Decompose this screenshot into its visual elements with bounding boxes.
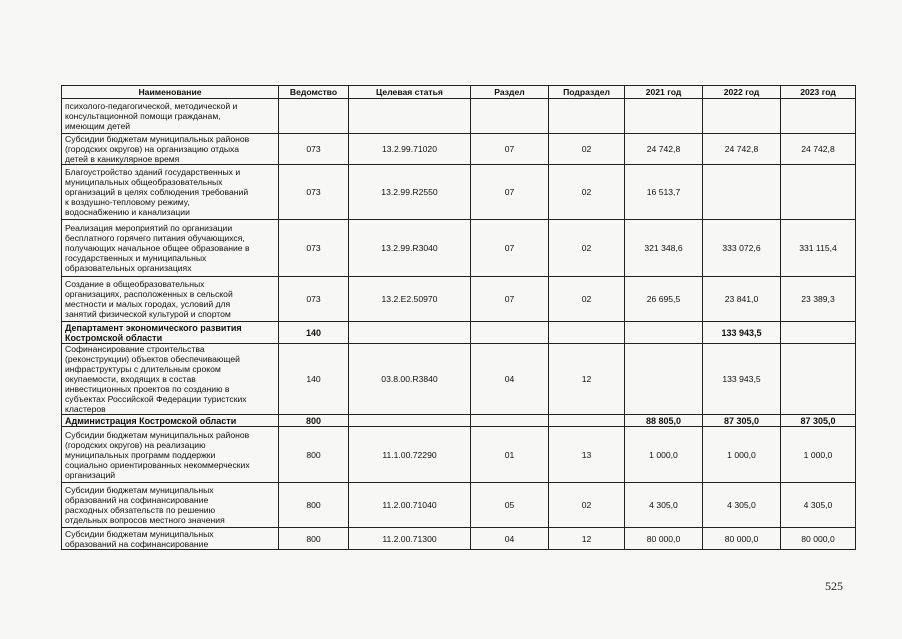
- y2023-cell: [781, 322, 856, 344]
- section-cell: 07: [471, 277, 549, 322]
- table-header-row: [62, 86, 856, 99]
- y2021-cell: [625, 322, 703, 344]
- section-cell: [471, 415, 549, 427]
- y2023-cell: [781, 99, 856, 134]
- y2022-cell: 133 943,5: [703, 344, 781, 415]
- section-cell: 04: [471, 344, 549, 415]
- name-cell: [62, 483, 279, 528]
- article-cell: 13.2.99.71020: [349, 134, 471, 165]
- subsection-cell: 02: [549, 277, 625, 322]
- y2023-cell: [781, 165, 856, 220]
- name-line: организаций: [65, 469, 116, 480]
- header-cell: 2022 год: [703, 86, 781, 99]
- name-line: расходных обязательств по решению: [65, 505, 216, 515]
- y2021-cell: 24 742,8: [625, 134, 703, 165]
- y2022-cell: 133 943,5: [703, 322, 781, 344]
- article-cell: [349, 99, 471, 134]
- name-line: имеющим детей: [65, 121, 131, 131]
- name-cell: [62, 344, 279, 415]
- name-line: Субсидии бюджетам муниципальных: [65, 528, 214, 539]
- section-cell: 04: [471, 528, 549, 550]
- name-cell: [62, 427, 279, 483]
- name-line: детей в каникулярное время: [65, 154, 180, 164]
- table-row: [62, 220, 856, 277]
- name-line: субъектах Российской Федерации туристских: [65, 394, 247, 404]
- table-row: [62, 483, 856, 528]
- y2021-cell: 26 695,5: [625, 277, 703, 322]
- name-line: образований на софинансирование: [65, 538, 209, 549]
- name-line: Субсидии бюджетам муниципальных: [65, 485, 214, 495]
- subsection-cell: 02: [549, 220, 625, 277]
- y2021-cell: [625, 344, 703, 415]
- y2022-cell: 4 305,0: [703, 483, 781, 528]
- y2023-cell: [781, 344, 856, 415]
- article-cell: 11.1.00.72290: [349, 427, 471, 483]
- name-line: Субсидии бюджетам муниципальных районов: [65, 429, 250, 440]
- section-cell: [471, 322, 549, 344]
- article-cell: [349, 322, 471, 344]
- y2021-cell: 4 305,0: [625, 483, 703, 528]
- section-cell: 07: [471, 165, 549, 220]
- agency-cell: 140: [279, 344, 349, 415]
- y2023-cell: 23 389,3: [781, 277, 856, 322]
- y2021-cell: 88 805,0: [625, 415, 703, 427]
- table-row: [62, 344, 856, 415]
- section-cell: [471, 99, 549, 134]
- name-line: инвестиционных проектов по созданию в: [65, 384, 230, 394]
- section-cell: 07: [471, 134, 549, 165]
- section-cell: 07: [471, 220, 549, 277]
- name-line: организациях, расположенных в сельской: [65, 289, 233, 299]
- y2022-cell: 1 000,0: [703, 427, 781, 483]
- y2022-cell: 80 000,0: [703, 528, 781, 550]
- name-cell: [62, 99, 279, 134]
- y2022-cell: 24 742,8: [703, 134, 781, 165]
- department-row: [62, 322, 856, 344]
- name-line: получающих начальное общее образование в: [65, 243, 250, 253]
- name-line: бесплатного горячего питания обучающихся,: [65, 233, 245, 243]
- name-cell: [62, 528, 279, 550]
- name-line: Костромской области: [65, 332, 163, 343]
- y2021-cell: 16 513,7: [625, 165, 703, 220]
- subsection-cell: 12: [549, 344, 625, 415]
- y2021-cell: 1 000,0: [625, 427, 703, 483]
- y2023-cell: 1 000,0: [781, 427, 856, 483]
- name-line: образований на софинансирование: [65, 495, 209, 505]
- name-line: местности и малых городах, условий для: [65, 299, 231, 309]
- table-row: [62, 528, 856, 550]
- agency-cell: 800: [279, 483, 349, 528]
- name-line: отдельных вопросов местного значения: [65, 515, 225, 525]
- y2022-cell: [703, 99, 781, 134]
- name-line: муниципальных общеобразовательных: [65, 177, 223, 187]
- y2022-cell: 23 841,0: [703, 277, 781, 322]
- agency-cell: 073: [279, 220, 349, 277]
- article-cell: 03.8.00.R3840: [349, 344, 471, 415]
- article-cell: 13.2.E2.50970: [349, 277, 471, 322]
- name-line: водоснабжению и канализации: [65, 207, 190, 217]
- y2021-cell: [625, 99, 703, 134]
- y2023-cell: 24 742,8: [781, 134, 856, 165]
- y2023-cell: 331 115,4: [781, 220, 856, 277]
- name-line: Администрация Костромской области: [65, 415, 237, 426]
- y2023-cell: 4 305,0: [781, 483, 856, 528]
- name-line: муниципальных программ поддержки: [65, 449, 216, 460]
- budget-table: [61, 85, 856, 550]
- subsection-cell: 02: [549, 165, 625, 220]
- subsection-cell: 12: [549, 528, 625, 550]
- name-cell: [62, 165, 279, 220]
- name-line: к воздушно-тепловому режиму,: [65, 197, 190, 207]
- subsection-cell: [549, 99, 625, 134]
- agency-cell: 800: [279, 427, 349, 483]
- department-row: [62, 415, 856, 427]
- section-cell: 05: [471, 483, 549, 528]
- header-cell: 2023 год: [781, 86, 856, 99]
- y2022-cell: [703, 165, 781, 220]
- name-line: Софинансирование строительства: [65, 344, 205, 354]
- page-number: 525: [825, 579, 843, 593]
- agency-cell: 073: [279, 134, 349, 165]
- header-cell: 2021 год: [625, 86, 703, 99]
- article-cell: 13.2.99.R3040: [349, 220, 471, 277]
- name-line: (городских округов) на реализацию: [65, 439, 206, 450]
- header-cell: Подраздел: [549, 86, 625, 99]
- name-cell: [62, 277, 279, 322]
- article-cell: 13.2.99.R2550: [349, 165, 471, 220]
- table-row: [62, 165, 856, 220]
- name-cell: [62, 220, 279, 277]
- y2023-cell: 87 305,0: [781, 415, 856, 427]
- name-line: инфраструктуры с длительным сроком: [65, 364, 221, 374]
- subsection-cell: [549, 415, 625, 427]
- name-line: образовательных организациях: [65, 263, 192, 273]
- name-line: Субсидии бюджетам муниципальных районов: [65, 134, 250, 144]
- table-row: [62, 134, 856, 165]
- subsection-cell: 02: [549, 483, 625, 528]
- subsection-cell: 02: [549, 134, 625, 165]
- name-line: Реализация мероприятий по организации: [65, 223, 233, 233]
- y2021-cell: 80 000,0: [625, 528, 703, 550]
- y2022-cell: 333 072,6: [703, 220, 781, 277]
- agency-cell: 800: [279, 528, 349, 550]
- agency-cell: 800: [279, 415, 349, 427]
- name-line: (реконструкции) объектов обеспечивающей: [65, 354, 240, 364]
- y2022-cell: 87 305,0: [703, 415, 781, 427]
- name-line: государственных и муниципальных: [65, 253, 207, 263]
- agency-cell: 073: [279, 165, 349, 220]
- name-line: Создание в общеобразовательных: [65, 279, 205, 289]
- agency-cell: 073: [279, 277, 349, 322]
- header-cell: Ведомство: [279, 86, 349, 99]
- name-cell: [62, 134, 279, 165]
- header-cell: Наименование: [62, 86, 279, 99]
- table-row: [62, 427, 856, 483]
- article-cell: [349, 415, 471, 427]
- table-row: [62, 99, 856, 134]
- subsection-cell: 13: [549, 427, 625, 483]
- header-cell: Раздел: [471, 86, 549, 99]
- y2021-cell: 321 348,6: [625, 220, 703, 277]
- name-line: психолого-педагогической, методической и: [65, 101, 238, 111]
- name-line: кластеров: [65, 404, 106, 414]
- name-line: окупаемости, входящих в состав: [65, 374, 196, 384]
- name-line: организаций в целях соблюдения требований: [65, 187, 249, 197]
- name-line: Департамент экономического развития: [65, 322, 242, 333]
- name-line: консультационной помощи гражданам,: [65, 111, 221, 121]
- table-row: [62, 277, 856, 322]
- section-cell: 01: [471, 427, 549, 483]
- article-cell: 11.2.00.71040: [349, 483, 471, 528]
- agency-cell: 140: [279, 322, 349, 344]
- name-line: занятий физической культурой и спортом: [65, 309, 231, 319]
- name-line: (городских округов) на организацию отдыха: [65, 144, 240, 154]
- name-line: социально ориентированных некоммерческих: [65, 459, 250, 470]
- name-cell: [62, 415, 279, 427]
- name-cell: [62, 322, 279, 344]
- header-cell: Целевая статья: [349, 86, 471, 99]
- name-line: Благоустройство зданий государственных и: [65, 167, 241, 177]
- subsection-cell: [549, 322, 625, 344]
- agency-cell: [279, 99, 349, 134]
- article-cell: 11.2.00.71300: [349, 528, 471, 550]
- y2023-cell: 80 000,0: [781, 528, 856, 550]
